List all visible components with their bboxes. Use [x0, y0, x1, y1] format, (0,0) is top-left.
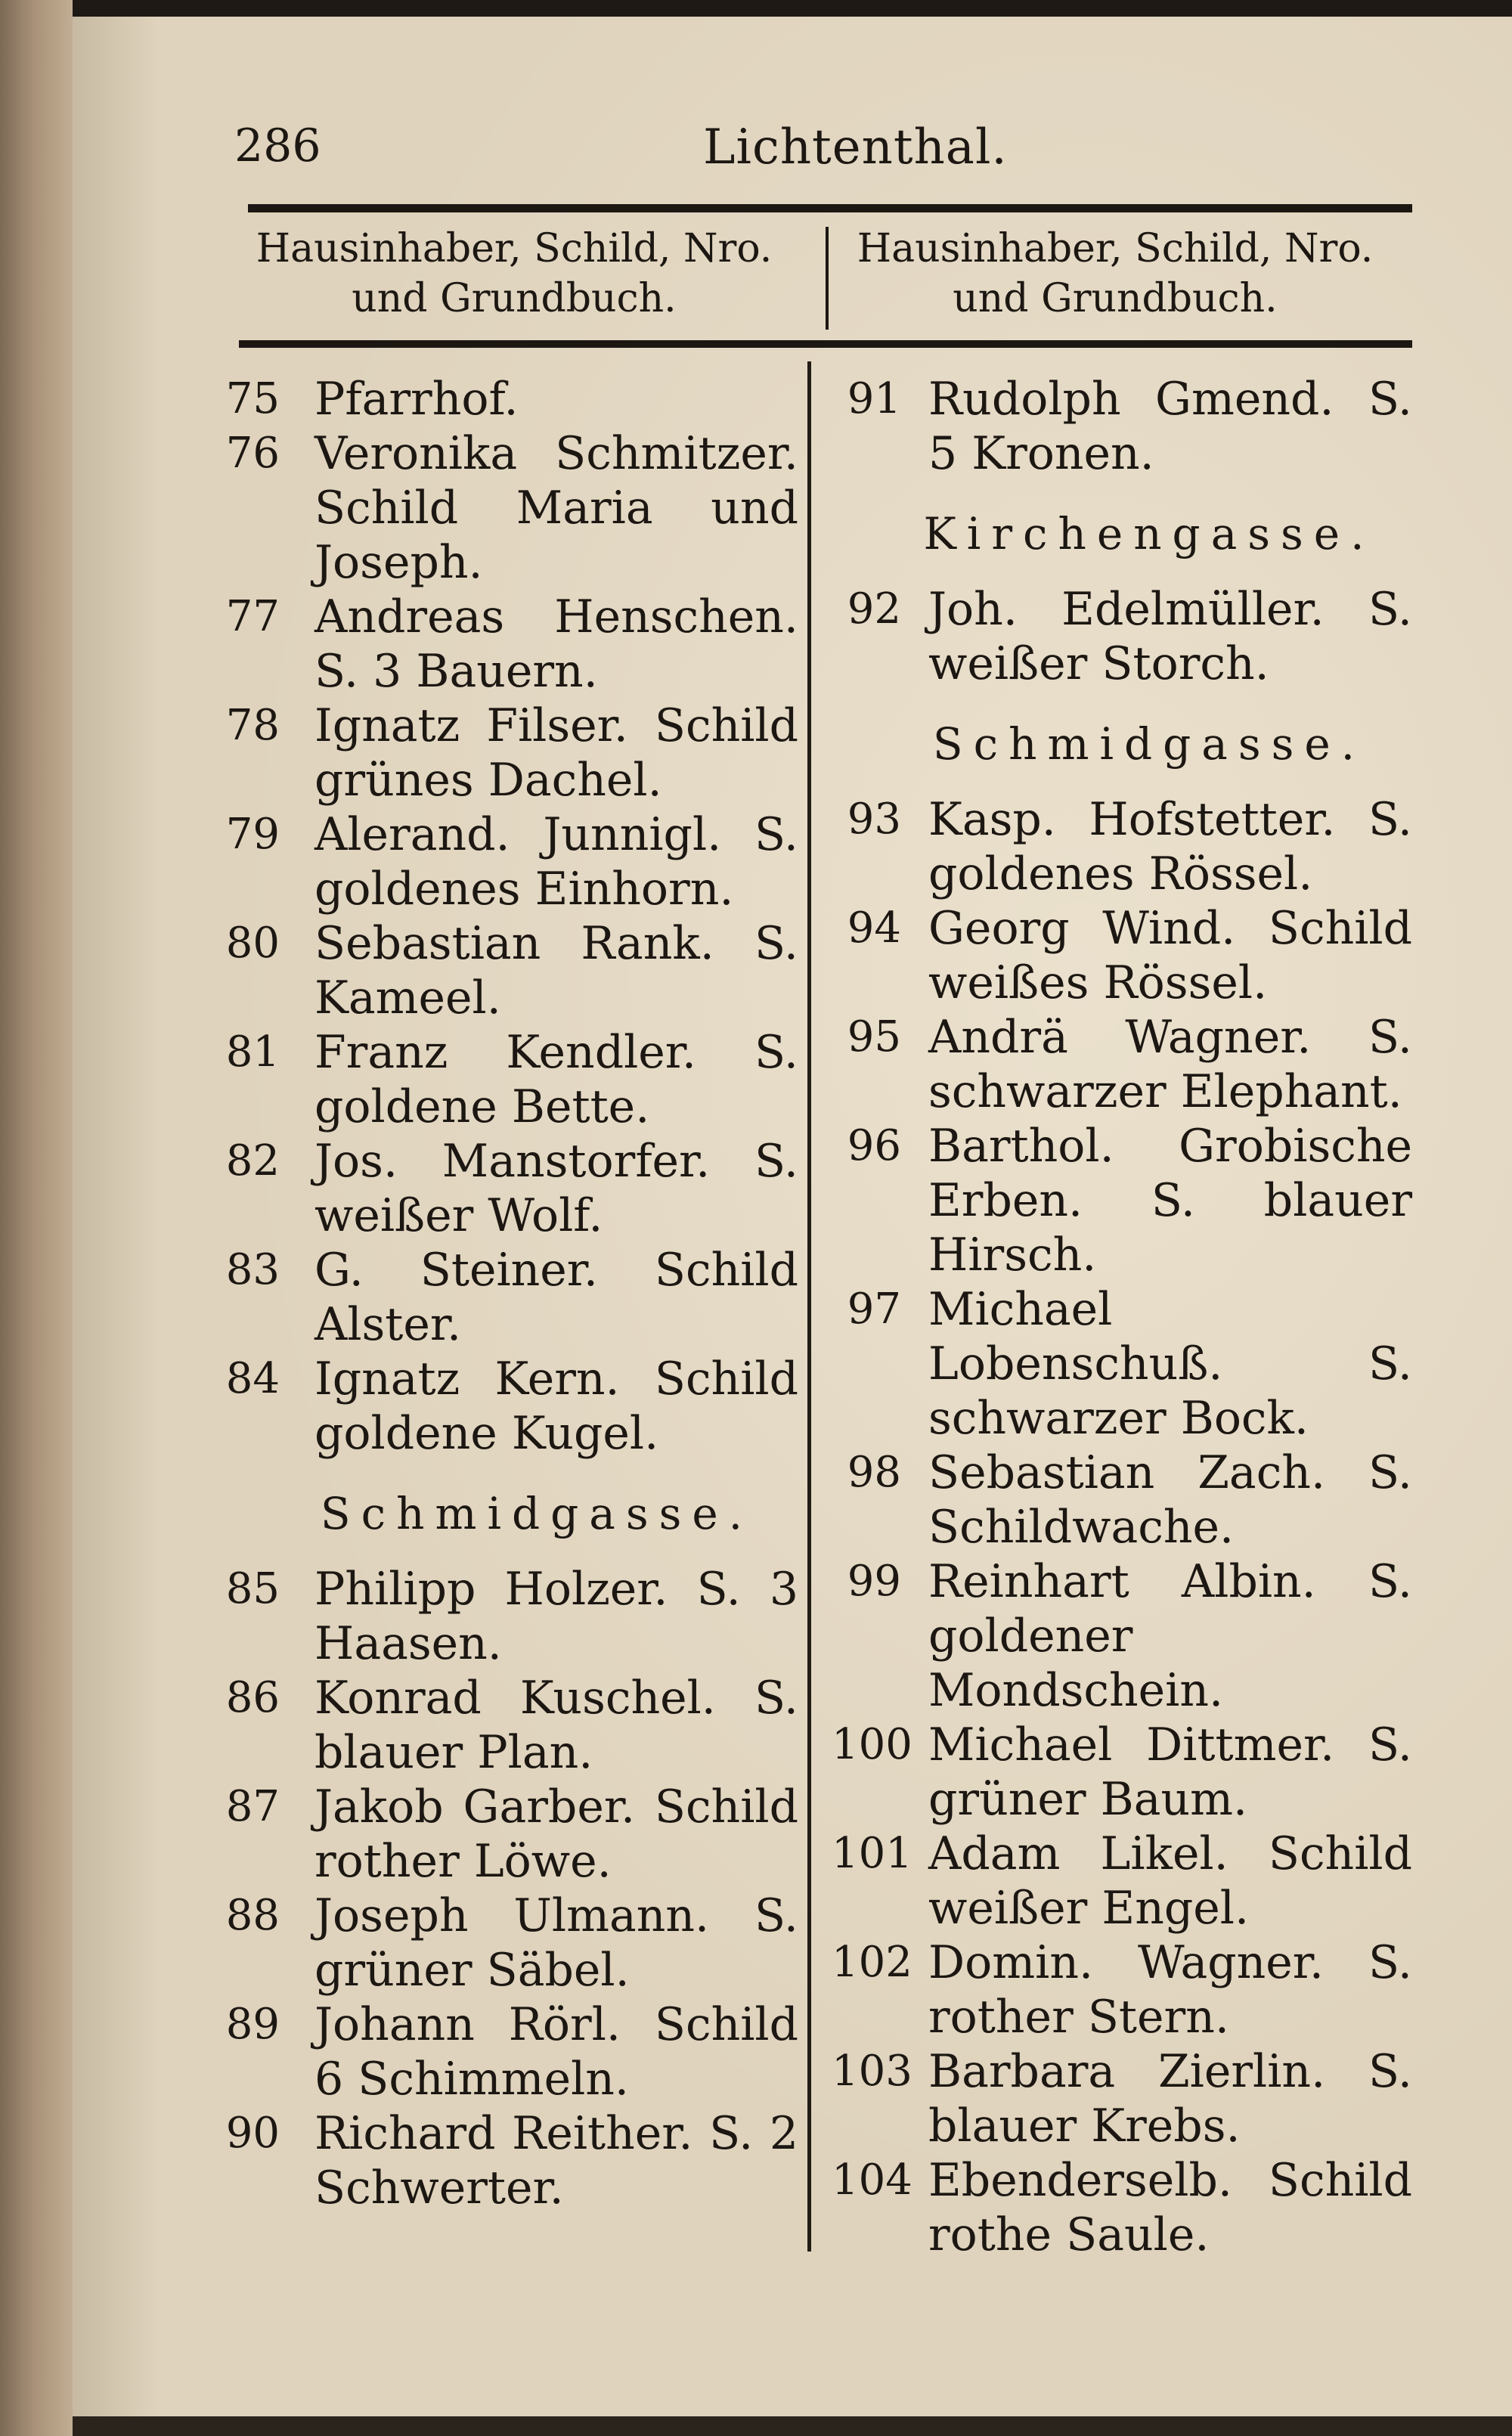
entry-number: 86	[225, 1673, 280, 1722]
entry-number: 85	[225, 1564, 280, 1613]
entry-number: 81	[225, 1027, 280, 1077]
entry-number: 99	[847, 1557, 901, 1606]
entry-number: 82	[225, 1136, 280, 1185]
entry-text: Pfarrhof.	[314, 373, 519, 426]
entry-number: 84	[225, 1354, 280, 1403]
entry-number: 103	[832, 2047, 912, 2096]
entry-text: Philipp Holzer. S. 3 Haasen.	[314, 1563, 798, 1670]
entry-text: Jos. Manstorfer. S. weißer Wolf.	[314, 1135, 798, 1242]
entry	[219, 699, 809, 807]
entry	[219, 2106, 809, 2215]
entry	[832, 1446, 1421, 1554]
entry-number: 96	[847, 1121, 901, 1170]
entry-number: 88	[225, 1891, 280, 1940]
header-rule-bottom	[239, 340, 1412, 348]
entry-text: Johann Rörl. Schild 6 Schimmeln.	[314, 1998, 798, 2106]
street-heading: Kirchengasse.	[923, 508, 1375, 559]
entry-number: 97	[847, 1285, 901, 1334]
entry-number: 100	[832, 1720, 912, 1769]
entry-text: Alerand. Junnigl. S. goldenes Einhorn.	[314, 808, 798, 916]
entry	[219, 372, 809, 426]
entry	[219, 1243, 809, 1352]
entry-text: Georg Wind. Schild weißes Rössel.	[928, 902, 1412, 1009]
entry	[832, 372, 1421, 481]
entry	[832, 1718, 1421, 1827]
entry	[219, 1562, 809, 1671]
entry-text: Richard Reither. S. 2 Schwerter.	[314, 2107, 798, 2214]
entry-number: 91	[847, 374, 901, 423]
entry	[832, 901, 1421, 1010]
entry-text: Rudolph Gmend. S. 5 Kronen.	[928, 373, 1412, 480]
entry-text: Reinhart Albin. S. goldener Mondschein.	[928, 1555, 1412, 1717]
entry	[832, 1935, 1421, 2044]
entry-number: 83	[225, 1245, 280, 1294]
entry-text: G. Steiner. Schild Alster.	[314, 1244, 798, 1351]
entry	[832, 2153, 1421, 2262]
entry-number: 87	[225, 1782, 280, 1831]
entry-number: 101	[832, 1829, 912, 1878]
entry	[219, 1997, 809, 2106]
entry-text: Ignatz Kern. Schild goldene Kugel.	[314, 1353, 798, 1460]
entry-number: 104	[832, 2156, 912, 2205]
page-header	[234, 106, 1414, 181]
entry-number: 80	[225, 919, 280, 968]
column-header-left: Hausinhaber, Schild, Nro. und Grundbuch.	[256, 226, 773, 321]
page-number: 286	[234, 119, 321, 172]
column-header-right: Hausinhaber, Schild, Nro. und Grundbuch.	[857, 226, 1374, 321]
entry-text: Joseph Ulmann. S. grüner Säbel.	[314, 1889, 798, 1997]
entry-text: Andrä Wagner. S. schwarzer Elephant.	[928, 1011, 1412, 1118]
entry-text: Sebastian Rank. S. Kameel.	[314, 917, 798, 1024]
entry-number: 94	[847, 903, 901, 953]
entry-text: Kasp. Hofstetter. S. goldenes Rössel.	[928, 793, 1412, 900]
entry	[219, 1352, 809, 1461]
bottom-edge-shadow	[73, 2416, 1512, 2436]
entry-text: Michael Dittmer. S. grüner Baum.	[928, 1719, 1412, 1826]
entry-text: Joh. Edelmüller. S. weißer Storch.	[928, 583, 1412, 690]
entry-text: Konrad Kuschel. S. blauer Plan.	[314, 1672, 798, 1779]
street-heading: Schmidgasse.	[932, 718, 1366, 770]
entry-text: Sebastian Zach. S. Schildwache.	[928, 1446, 1412, 1554]
entry	[219, 426, 809, 590]
entry-number: 79	[225, 810, 280, 859]
right-column	[832, 372, 1421, 2262]
entry	[832, 2044, 1421, 2153]
entry-number: 77	[225, 592, 280, 641]
entry-number: 90	[225, 2109, 280, 2158]
book-spine	[0, 0, 76, 2436]
entry	[219, 1671, 809, 1780]
entry	[219, 1025, 809, 1134]
entry	[832, 1554, 1421, 1718]
entry-number: 93	[847, 795, 901, 844]
entry-text: Ebenderselb. Schild rothe Saule.	[928, 2154, 1412, 2261]
top-edge-shadow	[73, 0, 1512, 17]
entry-number: 95	[847, 1012, 901, 1061]
entry-number: 102	[832, 1938, 912, 1987]
entry-text: Michael Lobenschuß. S. schwarzer Bock.	[928, 1283, 1412, 1445]
entry	[832, 582, 1421, 691]
entry	[219, 916, 809, 1025]
entry	[832, 1119, 1421, 1282]
left-column	[219, 372, 809, 2215]
entry-text: Domin. Wagner. S. rother Stern.	[928, 1936, 1412, 2044]
entry-number: 89	[225, 2000, 280, 2049]
entry	[832, 1010, 1421, 1119]
entry-text: Barbara Zierlin. S. blauer Krebs.	[928, 2045, 1412, 2152]
entry-text: Jakob Garber. Schild rother Löwe.	[314, 1781, 798, 1888]
entry-number: 98	[847, 1448, 901, 1497]
entry-text: Adam Likel. Schild weißer Engel.	[928, 1827, 1412, 1935]
entry-number: 78	[225, 701, 280, 750]
entry-text: Ignatz Filser. Schild grünes Dachel.	[314, 699, 798, 807]
entry-text: Veronika Schmitzer. Schild Maria und Joseph.	[314, 427, 798, 589]
entry-text: Franz Kendler. S. goldene Bette.	[314, 1026, 798, 1133]
entry	[219, 807, 809, 916]
entry	[219, 1780, 809, 1889]
entry	[219, 1134, 809, 1243]
entry-text: Barthol. Grobische Erben. S. blauer Hirsch.	[928, 1120, 1412, 1282]
entry-number: 92	[847, 584, 901, 634]
entry-number: 75	[225, 374, 280, 423]
entry	[832, 1827, 1421, 1935]
running-title: Lichtenthal.	[703, 119, 1008, 175]
entry	[219, 590, 809, 699]
entry	[832, 1282, 1421, 1446]
entry	[219, 1889, 809, 1997]
entry	[832, 792, 1421, 901]
header-rule-top	[248, 204, 1412, 212]
street-heading: Schmidgasse.	[320, 1488, 754, 1539]
entry-text: Andreas Henschen. S. 3 Bauern.	[314, 590, 798, 698]
entry-number: 76	[225, 429, 280, 478]
